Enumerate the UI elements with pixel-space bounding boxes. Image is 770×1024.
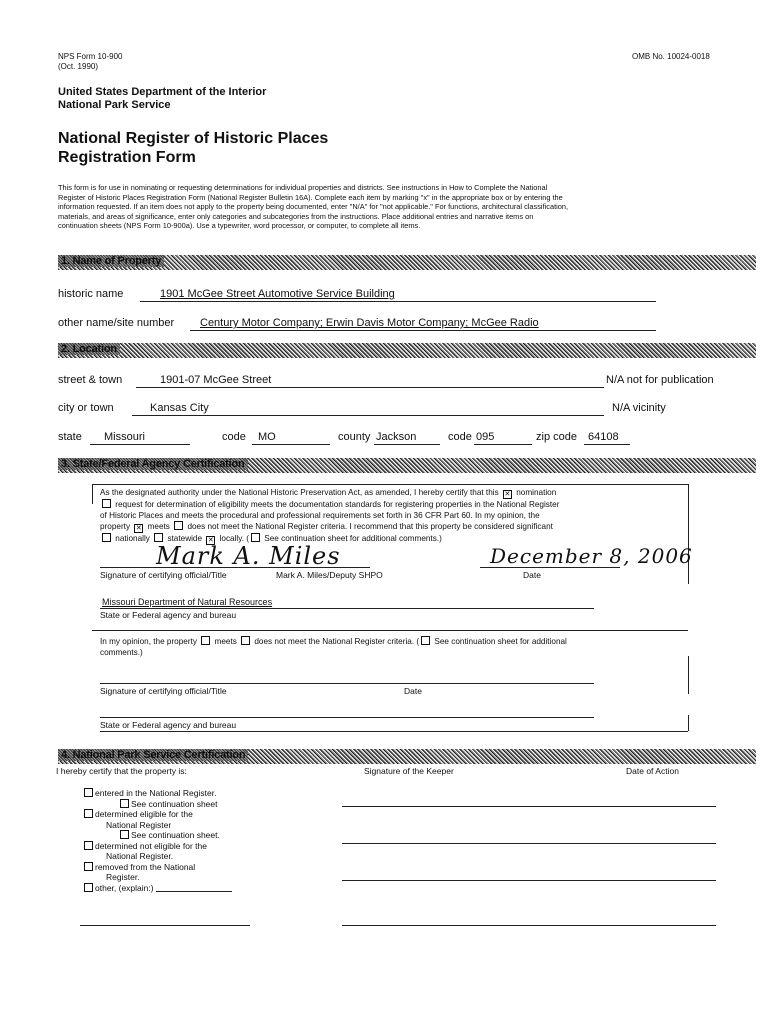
form-date: (Oct. 1990) <box>58 62 99 71</box>
bureau-label: State or Federal agency and bureau <box>100 610 237 620</box>
request-checkbox[interactable] <box>102 499 111 508</box>
signature-name: Mark A. Miles/Deputy SHPO <box>276 570 383 580</box>
meets-checkbox[interactable]: ✕ <box>135 525 142 532</box>
bureau-value[interactable]: Missouri Department of Natural Resources <box>102 597 273 607</box>
form-number: NPS Form 10-900 <box>58 52 123 61</box>
signature-label: Signature of certifying official/Title <box>100 570 227 580</box>
vicinity: N/A vicinity <box>612 402 666 414</box>
statewide-checkbox[interactable] <box>154 533 163 542</box>
date-of-action-label: Date of Action <box>626 766 679 776</box>
street-label: street & town <box>58 374 123 386</box>
city-label: city or town <box>58 402 114 414</box>
does-not-meet-checkbox[interactable] <box>174 521 183 530</box>
eligible-checkbox[interactable] <box>84 809 93 818</box>
street-field[interactable]: 1901-07 McGee Street <box>136 373 604 388</box>
entered-checkbox[interactable] <box>84 788 93 797</box>
keeper-label: Signature of the Keeper <box>364 766 454 776</box>
date2-label: Date <box>404 686 422 696</box>
certify-text: I hereby certify that the property is: <box>56 766 187 776</box>
zip-label: zip code <box>536 431 577 443</box>
bureau2-label: State or Federal agency and bureau <box>100 720 237 730</box>
county-field[interactable]: Jackson <box>374 430 440 445</box>
not-for-publication: N/A not for publication <box>606 374 714 386</box>
not-eligible-checkbox[interactable] <box>84 841 93 850</box>
historic-name-label: historic name <box>58 288 124 300</box>
section-bar-location: 2. Location <box>58 343 756 358</box>
entered-see-checkbox[interactable] <box>120 799 129 808</box>
section-bar-name: 1. Name of Property <box>58 255 756 270</box>
state-code-label: code <box>222 431 246 443</box>
locally-checkbox[interactable]: ✕ <box>207 537 214 544</box>
department: United States Department of the Interior <box>58 86 267 98</box>
state-code-field[interactable]: MO <box>252 430 330 445</box>
eligible-see-checkbox[interactable] <box>120 830 129 839</box>
instructions: This form is for use in nominating or requesting determinations for individual properties and districts. See instructions in How to Complete the National Register of Historic Places Registration Form (National Register Bulletin 16A). Complete each item by marking "x" in the appropriate box or by entering the information requested. If an item does not apply to the property being documented, enter "N/A" for "not applicable." For functions, architectural classification, materials, and areas of significance, enter only categories and subcategories from the instructions. Place additional entries and narrative items on continuation sheets (NPS Form 10-900a). Use a typewriter, word processor, or computer, to complete all items. <box>58 183 569 230</box>
certification-statement: As the designated authority under the National Historic Preservation Act, as amended, I hereby certify that this ✕ nomination request for determination of eligibility meets the documentation standards for registering properties in the National Register of Historic Places and meets the procedural and professional requirements set forth in 36 CFR Part 60. In my opinion, the property ✕ meets does not meet the National Register criteria. I recommend that this property be considered significant nationally statewide ✕ locally. ( See continuation sheet for additional comments.) <box>100 488 560 544</box>
service: National Park Service <box>58 99 171 111</box>
official-signature: Mark A. Miles <box>156 542 341 570</box>
section-bar-certification: 3. State/Federal Agency Certification <box>58 458 756 473</box>
zip-field[interactable]: 64108 <box>584 430 630 445</box>
date-label: Date <box>523 570 541 580</box>
county-label: county <box>338 431 371 443</box>
signature2-label: Signature of certifying official/Title <box>100 686 227 696</box>
omb-number: OMB No. 10024-0018 <box>632 52 710 61</box>
form-title: National Register of Historic Places <box>58 130 329 147</box>
city-field[interactable]: Kansas City <box>132 401 604 416</box>
section-bar-nps: 4. National Park Service Certification <box>58 749 756 764</box>
other-name-label: other name/site number <box>58 317 175 329</box>
historic-name-field[interactable]: 1901 McGee Street Automotive Service Building <box>140 287 656 302</box>
removed-checkbox[interactable] <box>84 862 93 871</box>
form-subtitle: Registration Form <box>58 149 196 166</box>
county-code-label: code <box>448 431 472 443</box>
opinion-dnm-checkbox[interactable] <box>241 636 250 645</box>
other-name-field[interactable]: Century Motor Company; Erwin Davis Motor Company; McGee Radio <box>190 316 656 331</box>
nationally-checkbox[interactable] <box>102 533 111 542</box>
state-label: state <box>58 431 82 443</box>
nomination-checkbox[interactable]: ✕ <box>504 491 511 498</box>
signature-date: December 8, 2006 <box>490 544 693 568</box>
state-field[interactable]: Missouri <box>90 430 190 445</box>
county-code-field[interactable]: 095 <box>474 430 532 445</box>
other-checkbox[interactable] <box>84 883 93 892</box>
opinion-meets-checkbox[interactable] <box>201 636 210 645</box>
opinion-statement: In my opinion, the property meets does not meet the National Register criteria. ( See continuation sheet for additional comments.) <box>100 637 567 657</box>
opinion-see-checkbox[interactable] <box>421 636 430 645</box>
nps-options: entered in the National Register. See continuation sheet determined eligible for the National Register See continuation sheet. determined not eligible for the National Register. removed from the National Register. other, (explain:) <box>82 788 232 893</box>
see-continuation-checkbox[interactable] <box>251 533 260 542</box>
